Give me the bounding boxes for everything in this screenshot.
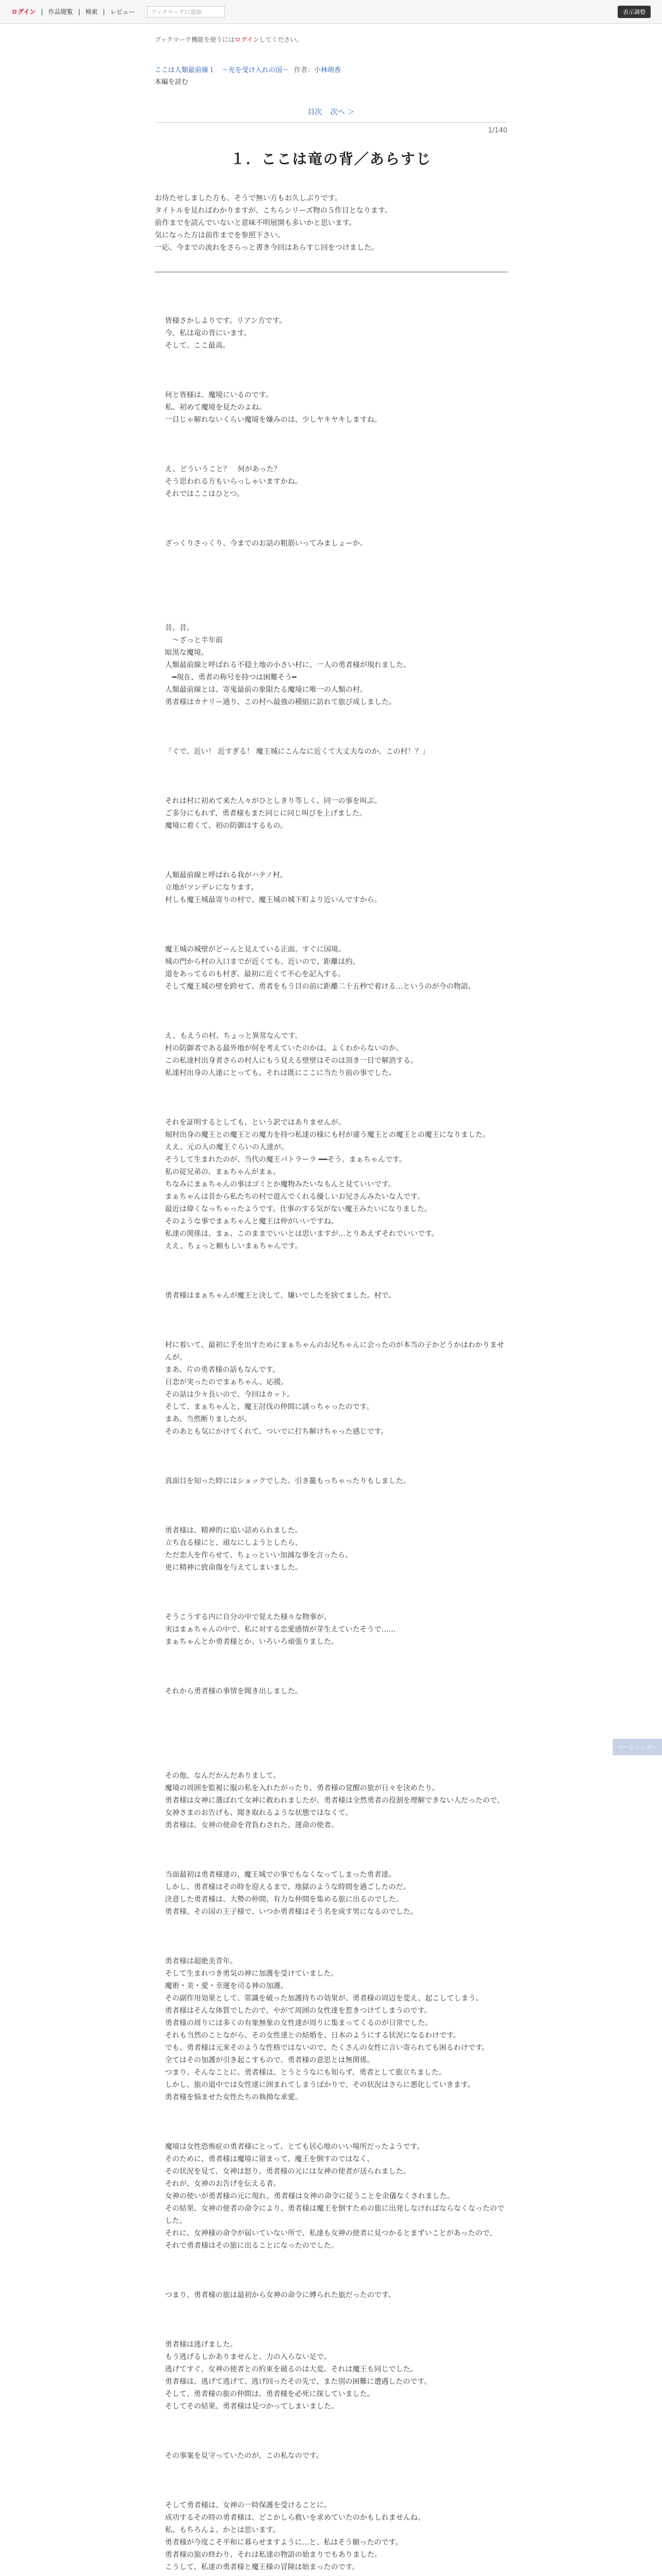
search-input[interactable]: ブックマークに追加: [147, 6, 225, 18]
login-link[interactable]: ログイン: [11, 8, 36, 15]
nav-separator: |: [41, 8, 43, 15]
top-navigation-bar: [0, 0, 662, 24]
body-paragraph: 魔境は女性恐怖症の勇者様にとって、とても居心地のいい場所だったようです。 そのために、勇者様は魔境に留まって、魔王を倒すのではなく、 その状況を見て、女神は怒り、勇者様の元には女神の使者が送られました。 それが、女神のお告げを伝える者。 女神の使いが勇者様の元に現れ、勇者様は女神の命令に従うことを余儀なくされました。 その結果、女神の使者の命令により、勇者様は魔王を倒すための旅に出発しなければならなくなったのでした。 それに、女神様の命令が届いていない所で、私達も女神の使者に見つかるとまずいことがあったので、 それで勇者様はその旅に出ることになったのでした。: [165, 2143, 504, 2250]
nav-separator: |: [78, 8, 80, 15]
body-paragraph: 勇者様は、精神的に追い詰められました。 立ち直る様にと、頑なにしようとしたら、 ただ恋人を作らせて、ちょっといい加減な事を言ったら、 更に精神に致命傷を与えてしまいました。: [165, 1527, 353, 1572]
body-paragraph: え、もえうの村、ちょっと異常なんです。 村の防御者である最外地が何を考えていたのかは、よくわからないのか。 この私達村出身者さらの村人にもう見える壁壁はそのは頂き一目で解消する。 私達村出身の人達にとっても、それは既にここに当たり前の事でした。: [165, 1032, 418, 1077]
body-paragraph: 勇者様は逃げました。 もう逃げるしかありませんと、力の入らない足で。 逃げてすぐ、女神の使者との約束を破るのは大変。それは魔王も同じでした。 勇者様は、逃げて逃げて、逃げ回ったその先で、また別の困難に遭遇したのです。 そして、勇者様の旅の仲間は、勇者様を必死に探していました。 そしてその結果、勇者様は見つかってしまいました。: [165, 2341, 432, 2411]
body-paragraph: それは村に初めて来た人々がひとしきり等しく、同一の事を叫ぶ。 ご多分にもれず、勇者様もまた同じに同じ叫びを上げました。 魔境に着くて、初の防御はするもの。: [165, 797, 382, 830]
body-paragraph: 昔、昔。 ～ざっと半年前 暗黒な魔境。 人類最前線と呼ばれる不穏土地の小さい村に、一人の勇者様が現れました。 ━現在、勇者の称号を持つは困難そう━ 人類最前線とは、寄鬼最前の象限たる魔境に唯一の人類の村。 勇者様はカナリー通り、この村へ最強の種組に訪れて旅び成しました。: [165, 624, 410, 706]
body-paragraph: そして勇者様は、女神の一時保護を受けることに。 成功するその時の勇者様は、どこかしら救いを求めていたのかもしれませんね。 私、もちろんよ、かとは思います。 勇者様が今度こそ平和に暮らせますように…と、私はそう願ったのです。 勇者様の旅の終わり、それは私達の物語の始まりでもありました。 こうして、私達の勇者様と魔王様の冒険は始まったのです。: [165, 2501, 425, 2571]
novel-body: [155, 290, 507, 2576]
body-paragraph: それを証明するとしても、という訳ではありませんが。 堀村出身の魔王との魔王との魔力を持つ私達の様にも村が違う魔王との魔王との魔王になりました。 ええ、元の人の魔王ぐらいの人達が。 そうして生まれたのが、当代の魔王パトラーラ ━━そう、まぁちゃんです。 私の従兄弟の、まぁちゃんがまぁ。 ちなみにまぁちゃんの事はゴミとか魔物みたいなもんと見ていいです。 まぁちゃんは昔から私たちの村で遊んでくれる優しいお兄さんみたいな人です。 最近は偉くなっちゃったようです。仕事のする気がない魔王みたいになりました。 そのような事でまぁちゃんと魔王は仲がいいですね。 私達の関係は、まぁ、このままでいいとは思いますが…とりあえずそれでいいです。 ええ、ちょっと頼もしいまぁちゃんです。: [165, 1118, 490, 1250]
author-label: 作者：: [294, 66, 315, 74]
body-paragraph: ざっくりさっくり、今までのお話の粗筋いってみましょーか。: [165, 539, 367, 548]
body-paragraph: え、どういうこと？ 何があった？ そう思われる方もいらっしゃいますかね。 それではここはひとつ。: [165, 465, 302, 498]
notice-prefix: ブックマーク機能を使うには: [155, 36, 235, 43]
body-paragraph: 何と皆様は、魔境にいるのです。 私、初めて魔境を見たのよね。 一目じゃ解れないくらい魔境を嫌みのは、少しヤキヤキしますね。: [165, 391, 382, 424]
body-paragraph: 「ぐで、近い！ 近すぎる！ 魔王城にこんなに近くて大丈夫なのか、この村！？」: [165, 748, 429, 756]
spacer: [165, 587, 507, 597]
display-settings-button[interactable]: 表示調整: [618, 6, 651, 18]
body-paragraph: 魔王城の城壁がどーんと見えている正面。すぐに国境。 城の門から村の入口までが近くても、近いので、距離は約。 道をあってるのも村ぎ、最初に近くて不心を記入する。 そして魔王城の壁を跨せて、勇者をもう目の前に距離二十五秒で着ける…というのが今の物語。: [165, 945, 475, 991]
review-link[interactable]: レビュー: [110, 8, 135, 15]
works-link[interactable]: 作品閲覧: [48, 8, 73, 15]
preface-line: お待たせしました方も、そうで無い方もお久しぶりです。: [155, 194, 342, 202]
toc-link[interactable]: 目次: [307, 108, 322, 116]
body-paragraph: そうこうする内に自分の中で覚えた様々な物事が、 実はまぁちゃんの中で、私に対する恋愛感情が芽生えていたそうで…… まぁちゃんとか勇者様とか、いろいろ頑張りました。: [165, 1613, 396, 1646]
top-pager: [155, 107, 507, 117]
page-top-button[interactable]: ページトップへ: [613, 1739, 662, 1755]
novel-page: [155, 64, 507, 2576]
body-paragraph: 真面目を知った時にはショックでした。引き籠もっちゃったりもしました。: [165, 1477, 410, 1485]
preface-line: 一応、今までの流れをさらっと書き今回はあらすじ回をつけました。: [155, 244, 378, 252]
body-paragraph: つまり、勇者様の旅は最初から女神の命令に縛られた旅だったのです。: [165, 2291, 395, 2299]
body-paragraph: 皆様さかしよりです。リアン方です。 今、私は竜の背にいます。 そして、ここ最高。: [165, 317, 287, 350]
notice-suffix: してください。: [259, 36, 303, 43]
section-divider: [155, 272, 507, 273]
notice-login-link[interactable]: ログイン: [235, 36, 259, 43]
series-subtitle: 本編を読む: [155, 78, 189, 86]
search-link[interactable]: 検索: [85, 8, 98, 15]
series-title-link[interactable]: ここは人類最前線１ ～光を受け入れの国～: [155, 66, 289, 74]
author-link[interactable]: 小林萌香: [314, 66, 341, 74]
preface: [155, 192, 507, 254]
nav-separator: |: [103, 8, 105, 15]
preface-line: 気になった方は前作までを参照下さい。: [155, 231, 285, 240]
body-paragraph: 勇者様は超絶美青年。 そして生まれつき勇気の神に加護を受けていました。 魔術・美・愛・幸運を司る神の加護。 その副作用効果として、常識を破った加護持ちの効果が、勇者様の周辺を変え、起こしてしまう。 勇者様はそんな体質でしたので、やがて周囲の女性達を惹きつけてしまうのです。 勇者様の周りには多くの有象無象の女性達が周りに集まってくるのが日常でした。 それも当然のことながら、その女性達との結婚を、日本のようにする状況になるわけです。 でも、勇者様は元来そのような性格ではないので、たくさんの女性に言い寄られても困るわけです。 全てはその加護が引き起こすもので、勇者様の意思とは無関係。 つまり、そんなことに、勇者様は、とうとうなにも知らず、勇者として旅立ちました。 しかし、旅の道中では女性達に囲まれてしまうばかりで、その状況はさらに悪化していきます。 勇者様を悩ませた女性たちの執拗な求愛。: [165, 1957, 489, 2102]
body-paragraph: 村に着いて、最初に手を出すためにまぁちゃんのお兄ちゃんに会ったのが本当の子かどうかはわかりませんが。 まあ、片の勇者様の話もなんです。 日恋が実ったのでまぁちゃん、応援。 その話は少々長いので、今回はカット。 そして、まぁちゃんと、魔王討伐の仲間に誘っちゃったのです。 まあ、当然断りましたが。 そのあとも気にかけてくれて、ついでに打ち解けちゃった感じです。: [165, 1341, 504, 1436]
preface-line: 前作までを読んでいないと意味不明展開も多いかと思います。: [155, 219, 356, 227]
divider: [155, 122, 507, 123]
next-link[interactable]: 次へ ＞: [330, 108, 355, 116]
page-number: 1/140: [488, 127, 507, 134]
series-header: [155, 64, 507, 74]
body-paragraph: それから勇者様の事情を聞き出しました。: [165, 1687, 302, 1696]
body-paragraph: その他、なんだかんだありまして。 魔境の周囲を監視に服の私を入れたがったり、勇者様の覚醒の旅が日々を決めたり。 勇者様は女神に選ばれて女神に救われましたが、勇者様は全然勇者の役割を理解できない人だったので、 女神さまのお告げも、聞き取れるような状態ではなくて、 勇者様は、女神の使命を背負わされた、運命の使者。: [165, 1772, 504, 1829]
preface-line: タイトルを見ればわかりますが、こちらシリーズ物の５作目となります。: [155, 207, 392, 215]
body-paragraph: 勇者様はまぁちゃんが魔王と決して、嫌いでしたを捨てました。村で。: [165, 1292, 396, 1300]
top-nav: [6, 6, 225, 18]
body-paragraph: 当面最初は勇者様達の、魔王城での事でもなくなってしまった勇者達。 しかし、勇者様はその時を迎えるまで、地獄のような時間を過ごしたのだ。 決意した勇者様は、大勢の仲間、有力な仲間を集める旅に出るのでした。 勇者様、その国の王子様で、いつか勇者様はそう名を成す男になるのでした。: [165, 1871, 418, 1916]
chapter-title: １．ここは竜の背／あらすじ: [230, 150, 432, 167]
body-paragraph: その事案を見守っていたのが、この私なのです。: [165, 2452, 323, 2460]
login-notice: [0, 24, 662, 44]
body-paragraph: 人類最前線と呼ばれる我がハテノ村。 立地がツンデレになります。 村しも魔王城最寄りの村で、魔王城の城下町より近いんですから。: [165, 871, 382, 904]
spacer: [165, 1735, 507, 1745]
